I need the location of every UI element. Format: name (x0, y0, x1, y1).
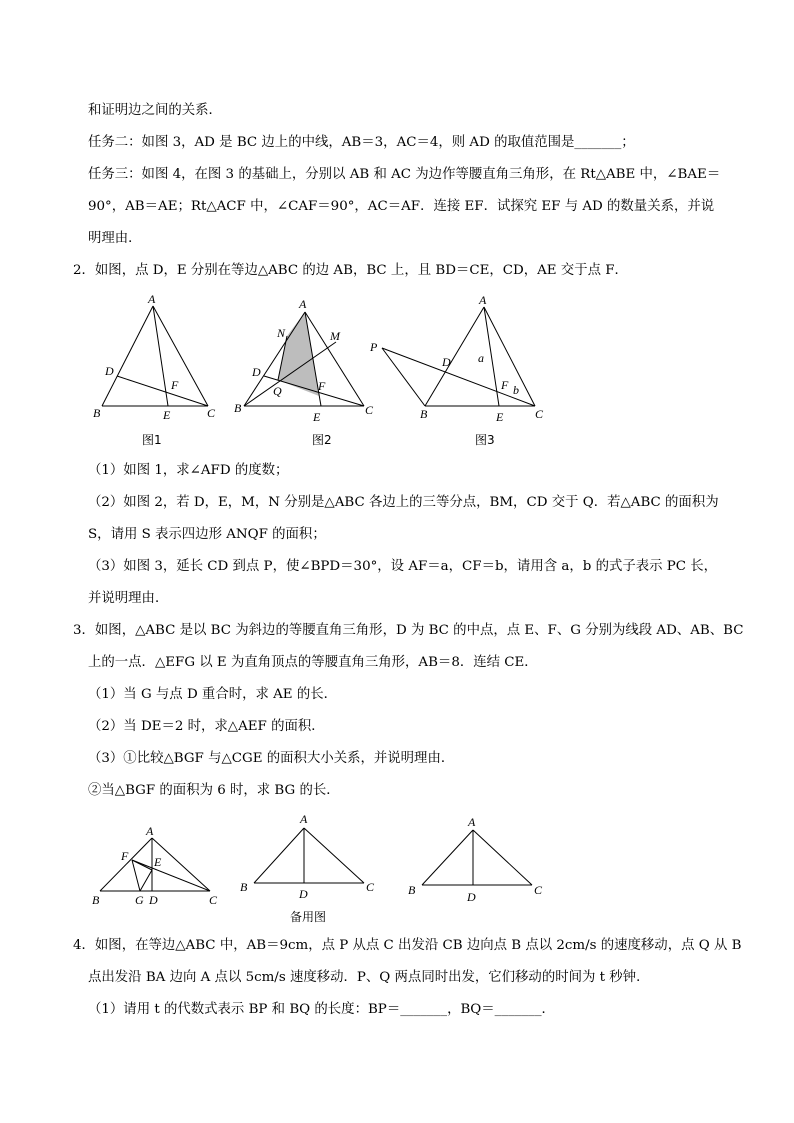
text-line: （1）如图 1，求∠AFD 的度数； (88, 463, 289, 478)
figure-4 (88, 818, 228, 913)
text-line: （1）当 G 与点 D 重合时，求 AE 的长． (88, 687, 338, 702)
text-line: 和证明边之间的关系． (88, 103, 222, 118)
text-line: （3）①比较△BGF 与△CGE 的面积大小关系，并说明理由． (88, 751, 455, 766)
label-F: F (318, 379, 326, 393)
figure-5-caption: 备用图 (290, 910, 327, 924)
text-line: 点出发沿 BA 边向 A 点以 5cm/s 速度移动．P、Q 两点同时出发，它们移动的时间为 t 秒钟． (88, 970, 650, 985)
figure-2 (230, 290, 380, 450)
label-A: A (300, 812, 308, 826)
figure-3-caption: 图3 (475, 433, 495, 447)
label-B: B (234, 401, 242, 415)
label-B: B (408, 883, 416, 897)
label-Q: Q (273, 384, 282, 398)
label-E: E (313, 410, 321, 424)
label-D: D (252, 365, 261, 379)
figure-6 (404, 810, 554, 905)
label-F: F (501, 378, 509, 392)
label-P: P (370, 340, 378, 354)
label-C: C (366, 880, 375, 894)
figure-2-caption: 图2 (312, 433, 332, 447)
label-D: D (467, 890, 476, 904)
text-line: 任务二：如图 3，AD 是 BC 边上的中线，AB＝3，AC＝4，则 AD 的取值范围是_______； (88, 135, 635, 150)
text-line: S，请用 S 表示四边形 ANQF 的面积； (88, 527, 326, 542)
label-C: C (534, 883, 543, 897)
text-line: 并说明理由． (88, 591, 169, 606)
label-B: B (240, 880, 248, 894)
label-C: C (365, 403, 374, 417)
label-C: C (535, 407, 544, 421)
figure-1-caption: 图1 (142, 433, 162, 447)
label-F: F (171, 378, 179, 392)
label-D: D (442, 355, 451, 369)
label-B: B (92, 893, 100, 907)
label-B: B (420, 407, 428, 421)
text-line: （3）如图 3，延长 CD 到点 P，使∠BPD＝30°，设 AF＝a，CF＝b，请用含 a，b 的式子表示 PC 长， (88, 559, 718, 574)
label-E: E (496, 410, 504, 424)
label-A: A (468, 815, 476, 829)
label-N: N (277, 326, 286, 340)
label-A: A (479, 293, 487, 307)
problem-2-statement: 2．如图，点 D，E 分别在等边△ABC 的边 AB，BC 上，且 BD＝CE，CD，AE 交于点 F． (73, 263, 628, 278)
label-M: M (330, 329, 340, 343)
label-a: a (478, 351, 484, 365)
label-G: G (135, 893, 144, 907)
label-D: D (149, 893, 158, 907)
label-D: D (105, 364, 114, 378)
label-E: E (154, 855, 162, 869)
problem-4-statement: 4．如图，在等边△ABC 中，AB＝9cm，点 P 从点 C 出发沿 CB 边向点 B 点以 2cm/s 的速度移动，点 Q 从 B (73, 938, 742, 953)
text-line: ②当△BGF 的面积为 6 时，求 BG 的长． (88, 783, 340, 798)
problem-3-statement: 3．如图，△ABC 是以 BC 为斜边的等腰直角三角形，D 为 BC 的中点，点 E、F、G 分别为线段 AD、AB、BC (73, 623, 744, 638)
text-line: 上的一点．△EFG 以 E 为直角顶点的等腰直角三角形，AB＝8．连结 CE． (88, 655, 538, 670)
label-b: b (513, 383, 519, 397)
label-A: A (299, 297, 307, 311)
text-line: 90°，AB＝AE；Rt△ACF 中，∠CAF＝90°，AC＝AF．连接 EF．试探究 EF 与 AD 的数量关系，并说 (88, 199, 715, 214)
figure-1 (90, 290, 220, 450)
label-C: C (209, 893, 218, 907)
label-C: C (207, 406, 216, 420)
text-line: 任务三：如图 4，在图 3 的基础上，分别以 AB 和 AC 为边作等腰直角三角形，在 Rt△ABE 中，∠BAE＝ (88, 167, 721, 182)
label-B: B (93, 406, 101, 420)
label-E: E (163, 408, 171, 422)
label-D: D (299, 887, 308, 901)
text-line: 明理由． (88, 231, 142, 246)
text-line: （1）请用 t 的代数式表示 BP 和 BQ 的长度：BP＝_______，BQ＝_______． (88, 1002, 555, 1017)
figure-3 (365, 290, 555, 450)
text-line: （2）如图 2，若 D，E，M，N 分别是△ABC 各边上的三等分点，BM，CD 交于 Q．若△ABC 的面积为 (88, 495, 719, 510)
label-A: A (148, 292, 156, 306)
figure-5 (236, 810, 386, 925)
label-A: A (146, 824, 154, 838)
text-line: （2）当 DE＝2 时，求△AEF 的面积． (88, 719, 325, 734)
label-F: F (121, 849, 129, 863)
